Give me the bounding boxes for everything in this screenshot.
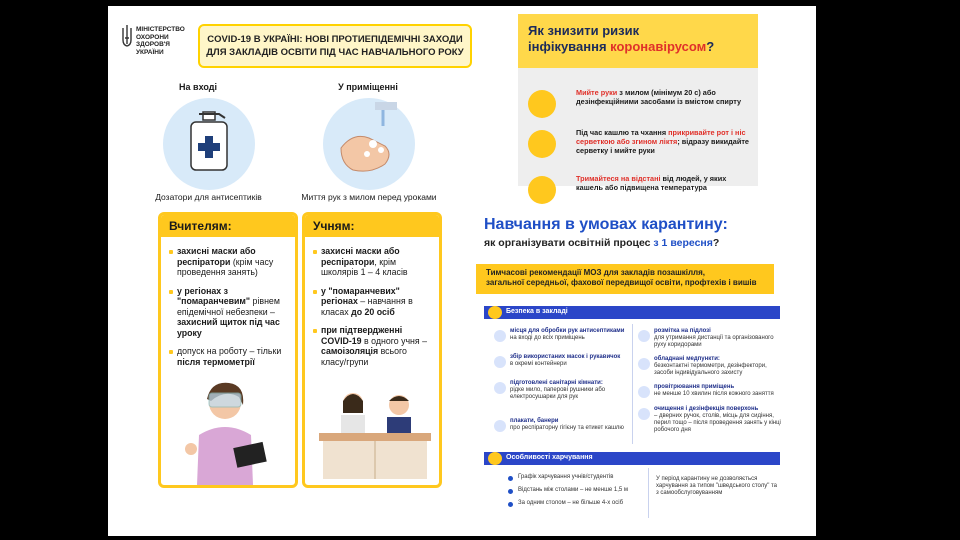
indoors-heading: У приміщенні xyxy=(338,82,398,92)
title-line-1: COVID-19 В УКРАЇНІ: НОВІ ПРОТИЕПІДЕМІЧНІ ЗАХОДИ xyxy=(207,34,463,45)
cutlery-icon xyxy=(488,452,502,465)
infographic-sheet xyxy=(108,6,816,536)
sanitizer-illustration xyxy=(163,98,255,190)
sanitizer-icon xyxy=(494,330,506,342)
title-line-2: ДЛЯ ЗАКЛАДІВ ОСВІТИ ПІД ЧАС НАВЧАЛЬНОГО РОКУ xyxy=(206,47,464,58)
teachers-list xyxy=(169,246,289,367)
handwash-icon xyxy=(323,98,415,190)
safety-heading-text: Безпека в закладі xyxy=(506,308,568,315)
indoors-caption: Миття рук з милом перед уроками xyxy=(301,192,437,202)
list-item: захисні маски або респіратори, крім школярів 1 – 4 класів xyxy=(321,246,433,278)
bullet-icon xyxy=(508,476,513,481)
recommendation-banner xyxy=(476,264,774,294)
food-item: Графік харчування учнів/студентів xyxy=(518,474,614,480)
risk-title-line-2: інфікування коронавірусом? xyxy=(528,39,715,54)
teachers-panel xyxy=(158,212,298,488)
list-item: у "помаранчевих" регіонах – навчання в класах до 20 осіб xyxy=(321,286,433,318)
divider xyxy=(648,468,649,518)
teachers-heading: Вчителям: xyxy=(161,215,295,237)
students-illustration-icon xyxy=(315,383,435,483)
risk-item-wash: Мийте руки з милом (мінімум 20 с) або дезінфекційними засобами із вмістом спирту xyxy=(528,88,753,124)
medkit-icon xyxy=(638,358,650,370)
risk-panel xyxy=(518,14,758,192)
list-item: при підтвердженні COVID-19 в одного учня – самоізоляція всього класу/групи xyxy=(321,325,433,367)
safety-item: підготовлені санітарні кімнати: рідке мило, паперові рушники або електросушарки для рук xyxy=(510,380,606,400)
ventilation-icon xyxy=(638,386,650,398)
safety-item: очищення і дезінфекція поверхонь – дверних ручок, столів, місць для сидіння, перил тощо – після проведення занять у кінці робочого дня xyxy=(654,406,781,433)
safety-item: місця для обробки рук антисептиками на вході до всіх приміщень xyxy=(510,328,625,341)
safety-item: збір використаних масок і рукавичок в окремі контейнери xyxy=(510,354,621,367)
risk-item-distance: Тримайтеся на відстані від людей, у яких кашель або підвищена температура xyxy=(528,174,753,210)
safety-item: плакати, банери про респіраторну гігієну та етикет кашлю xyxy=(510,418,624,431)
list-item: захисні маски або респіратори (крім часу проведення занять) xyxy=(177,246,289,278)
main-title xyxy=(198,24,472,68)
food-heading xyxy=(484,452,780,465)
list-item: допуск на роботу – тільки після термометрії xyxy=(177,346,289,367)
trash-bin-icon xyxy=(494,356,506,368)
washing-hands-icon xyxy=(528,90,556,118)
safety-item: провітрювання приміщень не менше 10 хвилин після кожного заняття xyxy=(654,384,774,397)
trident-icon xyxy=(122,24,132,50)
students-panel xyxy=(302,212,442,488)
recommendation-line-1: Тимчасові рекомендації МОЗ для закладів позашкілля, xyxy=(486,268,706,277)
quarantine-title: Навчання в умовах карантину: xyxy=(484,216,728,233)
risk-title-line-1: Як знизити ризик xyxy=(528,23,640,38)
handwash-illustration xyxy=(323,98,415,190)
food-note: У період карантину не дозволяється харчування за типом "шведського столу" та з самообслуговуванням xyxy=(656,476,778,496)
risk-heading xyxy=(518,14,758,68)
quarantine-subtitle: як організувати освітній процес з 1 вересня? xyxy=(484,237,720,249)
food-item: Відстань між столами – не менше 1,5 м xyxy=(518,487,629,493)
safety-heading xyxy=(484,306,780,319)
entrance-heading: На вході xyxy=(179,82,217,92)
risk-item-cough: Під час кашлю та чхання прикривайте рот і ніс серветкою або згином ліктя; відразу викидайте серветку і мийте руки xyxy=(528,128,753,164)
food-item: За одним столом – не більше 4-х осіб xyxy=(518,500,624,506)
bullet-icon xyxy=(508,502,513,507)
students-list xyxy=(313,246,433,367)
bullet-icon xyxy=(508,489,513,494)
poster-icon xyxy=(494,420,506,432)
entrance-caption: Дозатори для антисептиків xyxy=(155,192,262,202)
floor-marking-icon xyxy=(638,330,650,342)
food-heading-text: Особливості харчування xyxy=(506,454,593,461)
students-heading: Учням: xyxy=(305,215,439,237)
sanitizer-dispenser-icon xyxy=(163,98,255,190)
safety-item: обладнані медпункти: безконтактні термометри, дезінфектори, засоби індивідуального захисту xyxy=(654,356,767,376)
safety-item: розмітка на підлозі для утримання дистанції та організованого руху коридорами xyxy=(654,328,774,348)
teacher-illustration-icon xyxy=(169,375,289,485)
distance-person-icon xyxy=(528,176,556,204)
shield-icon xyxy=(488,306,502,319)
list-item: у регіонах з "помаранчевим" рівнем епідемічної небезпеки – захисний щиток під час уроку xyxy=(177,286,289,339)
cleaning-icon xyxy=(638,408,650,420)
coughing-person-icon xyxy=(528,130,556,158)
ministry-name: МІНІСТЕРСТВО ОХОРОНИ ЗДОРОВ'Я УКРАЇНИ xyxy=(136,26,185,56)
recommendation-line-2: загальної середньої, фахової передвищої освіти, профтехів і вишів xyxy=(486,278,757,287)
sink-icon xyxy=(494,382,506,394)
